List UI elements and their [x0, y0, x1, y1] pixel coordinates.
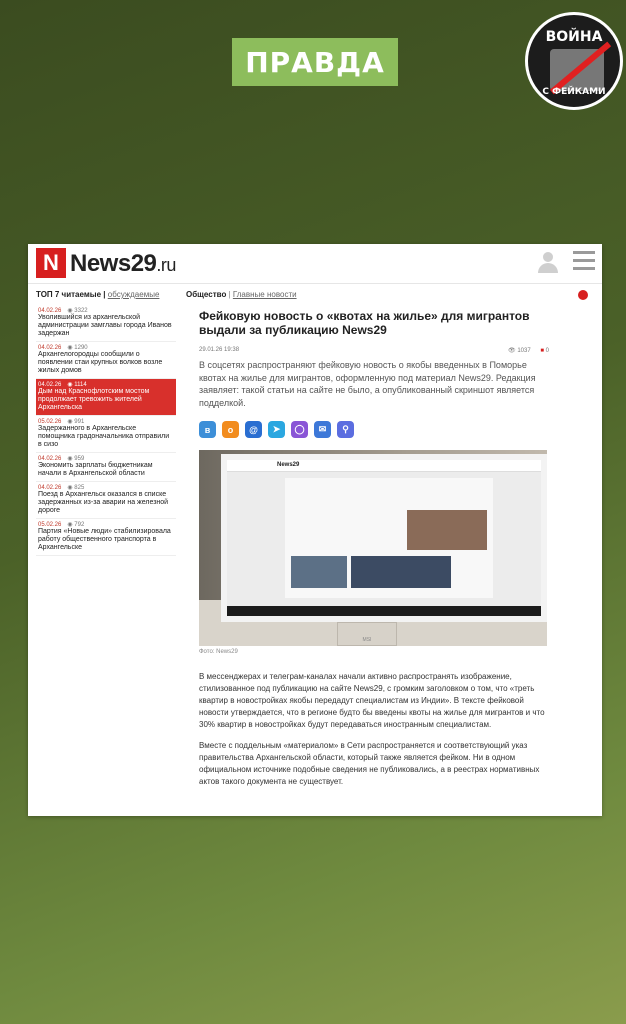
ok-icon[interactable]: o	[222, 421, 239, 438]
vk-icon[interactable]: в	[199, 421, 216, 438]
news-item-views: 3322	[74, 308, 88, 314]
news-item-title: Задержанного в Архангельске помощника градоначальника отправили в сизо	[38, 425, 170, 448]
monitor-image	[221, 454, 547, 622]
news-item-views: 1114	[74, 382, 87, 388]
news-item-meta	[38, 521, 174, 528]
photo-caption: Фото: News29	[199, 649, 238, 655]
tab-top-read[interactable]: ТОП 7 читаемые	[36, 290, 102, 299]
tab-discussed[interactable]: обсуждаемые	[107, 290, 160, 299]
article-main	[186, 290, 591, 788]
news-item-date: 04.02.26	[38, 382, 62, 388]
channel-logo-top-text: ВОЙНА	[545, 29, 603, 45]
eye-icon: ◉	[67, 308, 75, 314]
breadcrumb-separator: |	[228, 290, 231, 299]
share-buttons	[199, 421, 591, 438]
sidebar-list	[36, 305, 176, 556]
article-views: 1037	[517, 348, 531, 354]
site-name: News29	[70, 250, 157, 277]
news-item-meta	[38, 381, 174, 388]
channel-logo	[525, 12, 623, 110]
comment-icon[interactable]: ■	[540, 348, 544, 354]
news-item-date: 04.02.26	[38, 485, 62, 491]
mail-icon[interactable]: @	[245, 421, 262, 438]
news-item-date: 05.02.26	[38, 522, 62, 528]
news-item-title: Архангелогородцы сообщили о появлении стаи крупных волков возле жилых домов	[38, 351, 163, 374]
news-item-views: 959	[74, 456, 85, 462]
eye-icon: ◉	[67, 485, 75, 491]
envelope-icon[interactable]: ✉	[314, 421, 331, 438]
monitor-stand: MSI	[337, 622, 397, 646]
news-item-meta	[38, 455, 174, 462]
breadcrumb	[186, 290, 591, 299]
telegram-icon[interactable]: ➤	[268, 421, 285, 438]
truth-badge: ПРАВДА	[232, 38, 398, 86]
site-header	[28, 244, 602, 284]
news-item-views: 991	[74, 419, 85, 425]
link-icon[interactable]: ⚲	[337, 421, 354, 438]
article-photo[interactable]	[199, 450, 547, 646]
news-item-title: Поезд в Архангельск оказался в списке задержанных из-за аварии на железной дороге	[38, 491, 169, 514]
hamburger-menu-icon[interactable]	[573, 251, 595, 271]
news-item-date: 04.02.26	[38, 345, 62, 351]
news-item-meta	[38, 344, 174, 351]
article-comments: 0	[545, 348, 549, 354]
article-paragraph: В мессенджерах и телеграм-каналах начали активно распространять изображение, стилизованное под публикацию на сайте News29, с громким заголовком о том, что «треть квартир в новостройках якобы передадут специалистам из Индии». В тексте фейковой новости утверждается, что в регионе будто бы введены квоты на жилье для мигрантов и что 30% квартир в новостройках будут передаваться иностранным специалистам.	[199, 672, 545, 729]
sidebar-news-item[interactable]	[36, 342, 176, 379]
article-meta	[199, 347, 549, 357]
article-date: 29.01.26 19:38	[199, 347, 240, 353]
sidebar-news-item[interactable]	[36, 482, 176, 519]
sidebar-title	[36, 290, 176, 299]
breadcrumb-section[interactable]: Общество	[186, 290, 227, 299]
news-item-title: Экономить зарплаты бюджетникам начали в Архангельской области	[38, 462, 153, 477]
breadcrumb-main-news[interactable]: Главные новости	[232, 290, 297, 299]
news-item-views: 792	[74, 522, 85, 528]
user-icon[interactable]	[538, 252, 558, 274]
sidebar-news-item[interactable]	[36, 519, 176, 556]
sidebar-news-item[interactable]	[36, 453, 176, 482]
site-tld: .ru	[156, 255, 176, 275]
news-item-date: 05.02.26	[38, 419, 62, 425]
eye-icon: ◉	[67, 382, 75, 388]
article-paragraph: Вместе с поддельным «материалом» в Сети распространяется и соответствующий указ правительства Архангельской области, который также является фейком. Ни в одном официальном источнике подобные сведения не публиковались, а в реестрах нормативных актов такого документа не существует.	[199, 741, 540, 786]
eye-icon: 👁	[508, 348, 516, 354]
news-item-meta	[38, 418, 174, 425]
news-item-meta	[38, 307, 174, 314]
site-logo[interactable]	[70, 250, 176, 278]
news-item-title: Уволившийся из архангельской администрации замглавы города Иванов задержан	[38, 314, 172, 337]
eye-icon: ◉	[67, 522, 75, 528]
site-logo-icon[interactable]: N	[36, 248, 66, 278]
sidebar-news-item[interactable]	[36, 305, 176, 342]
article-screenshot	[28, 244, 602, 816]
sidebar-separator: |	[103, 290, 106, 299]
sidebar-news-item[interactable]	[36, 379, 176, 416]
news-item-views: 1290	[74, 345, 88, 351]
article-body	[199, 671, 549, 788]
news-item-title: Дым над Краснофлотским мостом продолжает тревожить жителей Архангельска	[38, 388, 150, 411]
article-title: Фейковую новость о «квотах на жилье» для мигрантов выдали за публикацию News29	[199, 309, 530, 337]
news-item-title: Партия «Новые люди» стабилизировала работу общественного транспорта в Архангельске	[38, 528, 171, 551]
chat-icon[interactable]: ◯	[291, 421, 308, 438]
eye-icon: ◉	[67, 419, 75, 425]
channel-logo-bottom-text: С ФЕЙКАМИ	[542, 87, 606, 97]
news-item-views: 825	[74, 485, 85, 491]
news-item-date: 04.02.26	[38, 456, 62, 462]
photo-site-name: News29	[227, 460, 541, 472]
top-read-sidebar	[36, 290, 176, 556]
article-lead: В соцсетях распространяют фейковую новость о якобы введенных в Поморье квотах на жилье для мигрантов, оформленную под материал News29. Редакция заявляет: такой статьи на сайте не было, а опубликованный скриншот является подделкой.	[199, 360, 536, 408]
sidebar-news-item[interactable]	[36, 416, 176, 453]
eye-icon: ◉	[67, 456, 75, 462]
news-item-meta	[38, 484, 174, 491]
news-item-date: 04.02.26	[38, 308, 62, 314]
eye-icon: ◉	[67, 345, 75, 351]
